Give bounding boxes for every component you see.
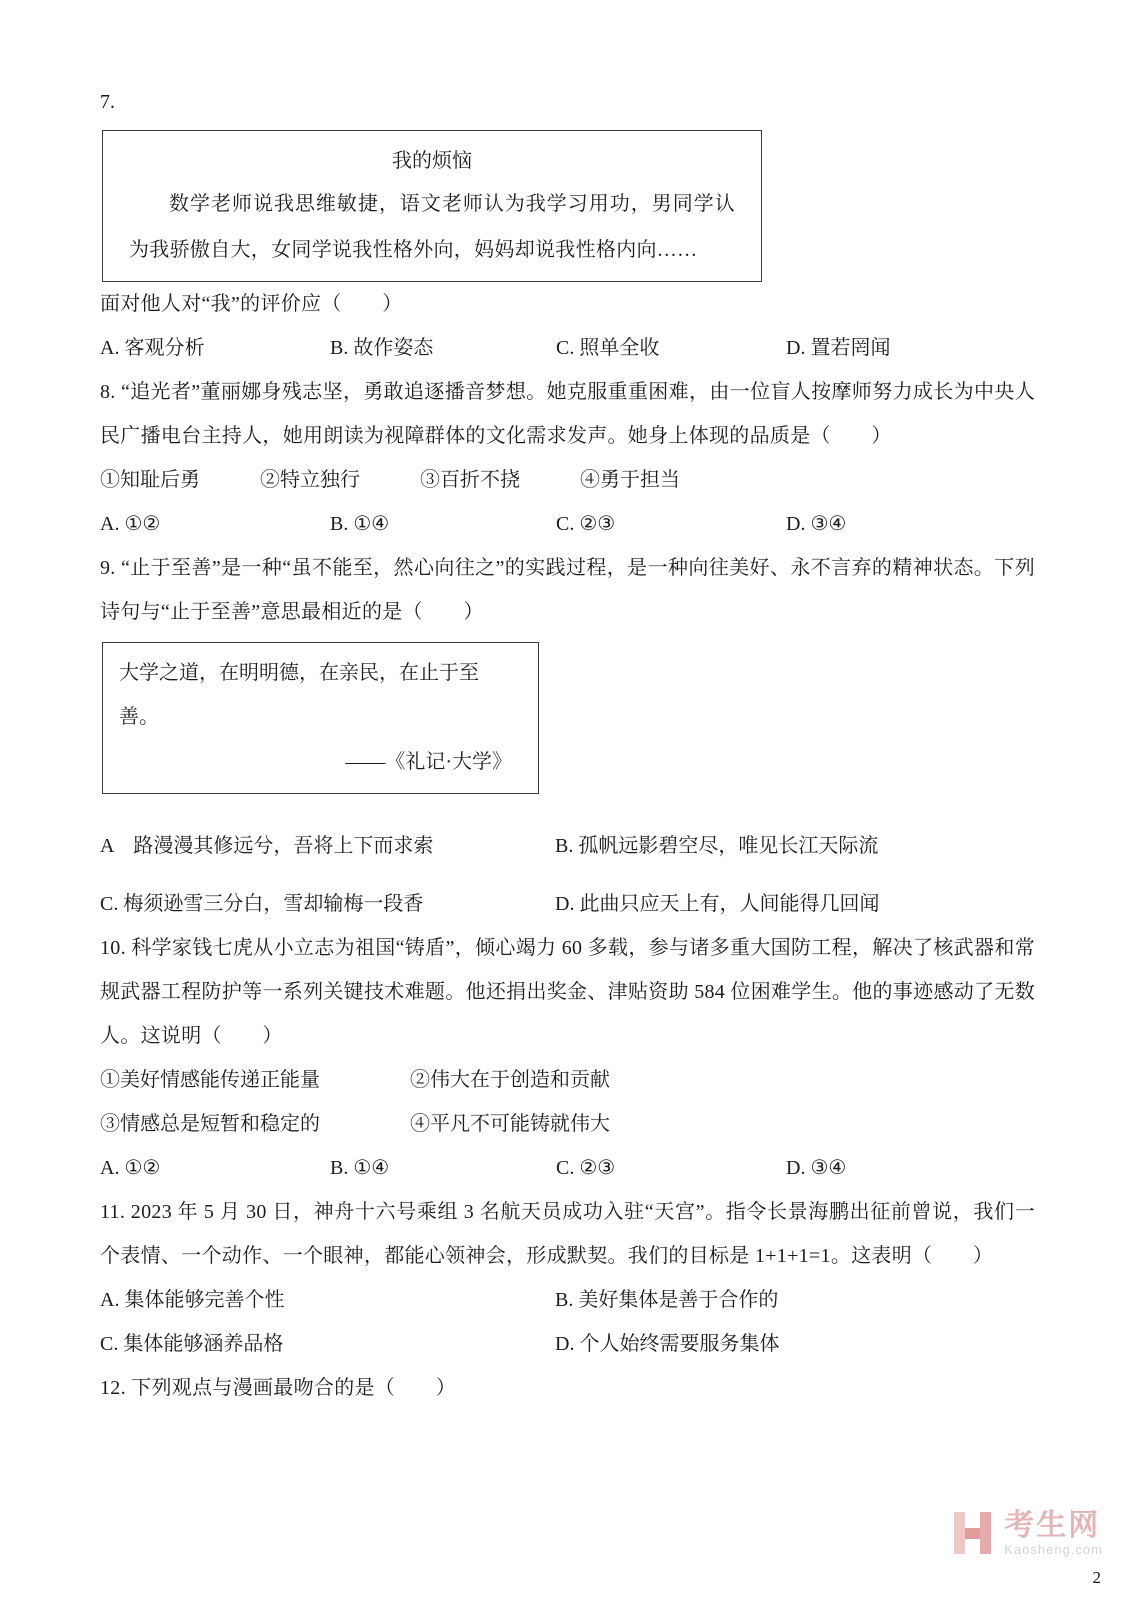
q9-quote-box: [102, 642, 539, 794]
q8-option-a: A. ①②: [100, 513, 161, 535]
q10-item-3: ③情感总是短暂和稳定的: [100, 1113, 320, 1135]
exam-page-content: [100, 80, 1035, 1410]
q7-material-box: [102, 130, 762, 282]
q7-box-body: 数学老师说我思维敏捷，语文老师认为我学习用功，男同学认为我骄傲自大，女同学说我性格外向，妈妈却说我性格内向……: [129, 193, 735, 261]
q8-items: ①知耻后勇 ②特立独行 ③百折不挠 ④勇于担当: [100, 469, 680, 491]
q9-quote-source: ——《礼记·大学》: [345, 751, 512, 773]
q9-option-d: D. 此曲只应天上有，人间能得几回闻: [555, 893, 880, 915]
q9-option-c: C. 梅须逊雪三分白，雪却输梅一段香: [100, 893, 424, 915]
q7-options: [100, 326, 1035, 370]
q9-stem: 9. “止于至善”是一种“虽不能至，然心向往之”的实践过程，是一种向往美好、永不言弃的精神状态。下列诗句与“止于至善”意思最相近的是（ ）: [100, 557, 1035, 623]
q7-stem: 面对他人对“我”的评价应（ ）: [100, 293, 403, 315]
q9-options-row2: [100, 882, 1035, 926]
q7-box-title: 我的烦恼: [392, 150, 472, 172]
q7-option-a: A. 客观分析: [100, 337, 205, 359]
q7-number: 7.: [100, 91, 115, 113]
q8-option-d: D. ③④: [786, 513, 847, 535]
q10-stem: 10. 科学家钱七虎从小立志为祖国“铸盾”，倾心竭力 60 多载，参与诸多重大国防工程，解决了核武器和常规武器工程防护等一系列关键技术难题。他还捐出奖金、津贴资助 584 位困难学生。他的事迹感动了无数人。这说明（ ）: [100, 937, 1035, 1047]
q8-options: [100, 502, 1035, 546]
q11-options-row2: [100, 1322, 1035, 1366]
q11-option-a: A. 集体能够完善个性: [100, 1289, 285, 1311]
q7-option-d: D. 置若罔闻: [786, 337, 891, 359]
watermark-domain: Kaosheng.com: [1004, 1542, 1103, 1557]
kaosheng-logo-icon: [950, 1510, 996, 1556]
q7-option-c: C. 照单全收: [556, 337, 660, 359]
q10-option-d: D. ③④: [786, 1157, 847, 1179]
q10-items-row2: [100, 1102, 1035, 1146]
q10-option-a: A. ①②: [100, 1157, 161, 1179]
site-watermark: [950, 1510, 1103, 1558]
q11-option-c: C. 集体能够涵养品格: [100, 1333, 284, 1355]
q8-stem: 8. “追光者”董丽娜身残志坚，勇敢追逐播音梦想。她克服重重困难，由一位盲人按摩师努力成长为中央人民广播电台主持人，她用朗读为视障群体的文化需求发声。她身上体现的品质是（ ）: [100, 381, 1035, 447]
q11-option-d: D. 个人始终需要服务集体: [555, 1333, 780, 1355]
q10-items-row1: [100, 1058, 1035, 1102]
q9-option-a: A 路漫漫其修远兮，吾将上下而求索: [100, 835, 434, 857]
q12-stem: 12. 下列观点与漫画最吻合的是（ ）: [100, 1377, 456, 1399]
q11-option-b: B. 美好集体是善于合作的: [555, 1289, 779, 1311]
q10-option-b: B. ①④: [330, 1157, 390, 1179]
q7-option-b: B. 故作姿态: [330, 337, 434, 359]
page-number: 2: [1092, 1568, 1101, 1587]
q10-item-4: ④平凡不可能铸就伟大: [410, 1113, 610, 1135]
q9-options-row1: [100, 824, 1035, 868]
q10-item-1: ①美好情感能传递正能量: [100, 1069, 320, 1091]
q9-quote-text: 大学之道，在明明德，在亲民，在止于至善。: [119, 662, 479, 728]
q10-options: [100, 1146, 1035, 1190]
q10-option-c: C. ②③: [556, 1157, 616, 1179]
q11-options-row1: [100, 1278, 1035, 1322]
q9-option-b: B. 孤帆远影碧空尽，唯见长江天际流: [555, 835, 879, 857]
q8-option-b: B. ①④: [330, 513, 390, 535]
watermark-brand: 考生网: [1004, 1509, 1101, 1542]
q10-item-2: ②伟大在于创造和贡献: [410, 1069, 610, 1091]
q8-option-c: C. ②③: [556, 513, 616, 535]
q11-stem: 11. 2023 年 5 月 30 日，神舟十六号乘组 3 名航天员成功入驻“天宫”。指令长景海鹏出征前曾说，我们一个表情、一个动作、一个眼神，都能心领神会，形成默契。我们的目标是 1+1+1=1。这表明（ ）: [100, 1201, 1035, 1267]
